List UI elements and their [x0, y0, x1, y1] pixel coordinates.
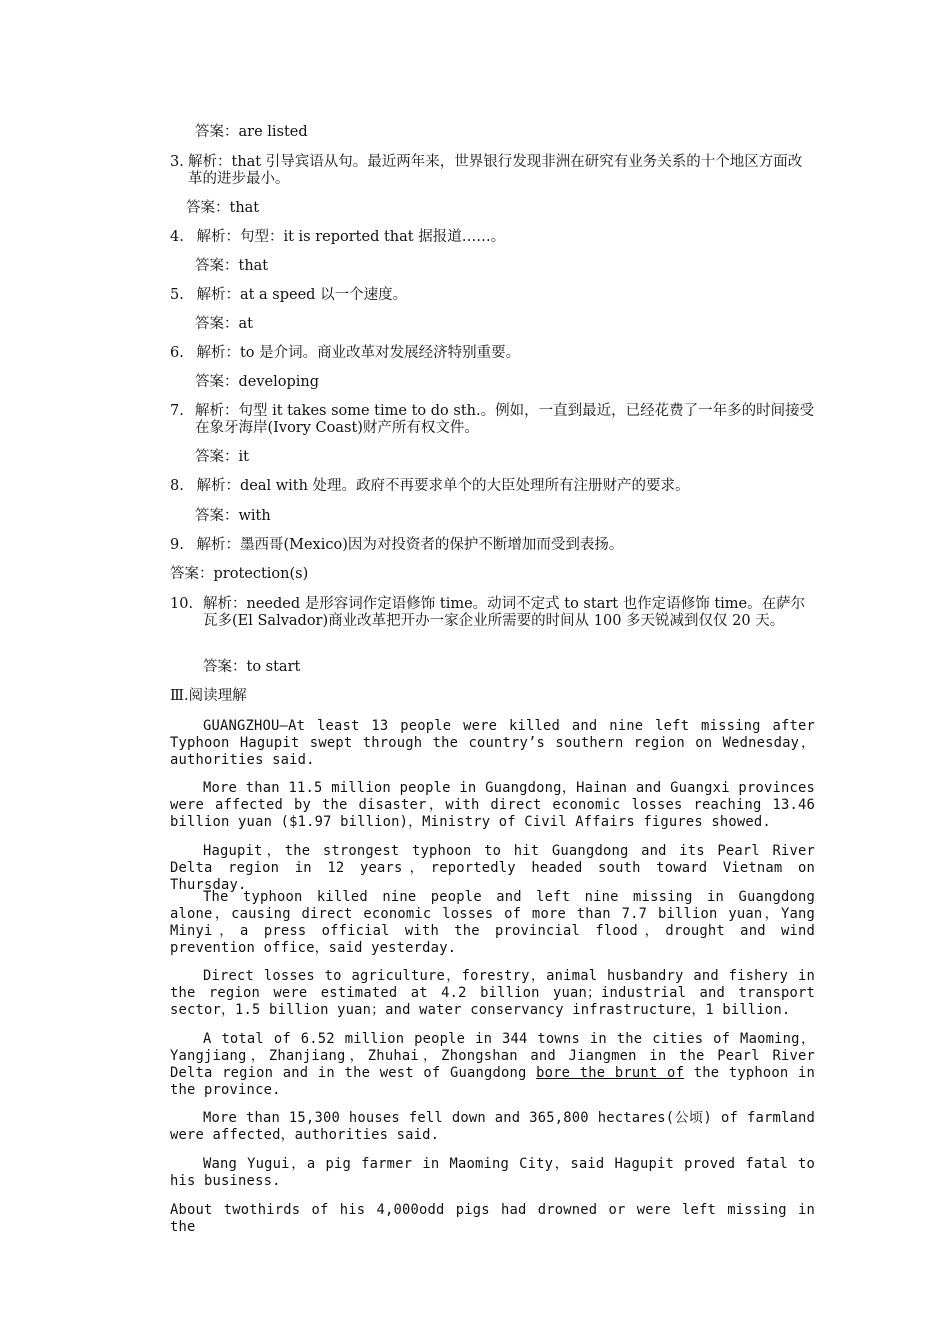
answer-text: to start — [246, 659, 301, 675]
answer-text: protection(s) — [213, 566, 309, 582]
article-paragraph-6 — [170, 1031, 815, 1099]
answer-label: 答案： — [195, 258, 239, 274]
article-paragraph-3 — [170, 843, 815, 894]
explain-label: 解析： — [188, 154, 232, 170]
explanation-item-6 — [170, 345, 520, 362]
explanation-text: that 引导宾语从句。最近两年来，世界银行发现非洲在研究有业务关系的十个地区方面改革的进步最小。 — [188, 154, 803, 187]
explanation-text: needed 是形容词作定语修饰 time。动词不定式 to start 也作定语修饰 time。在萨尔瓦多(El Salvador)商业改革把开办一家企业所需要的时间从 100 多天锐减到仅仅 20 天。 — [203, 596, 806, 629]
answer-line-3 — [186, 200, 259, 217]
article-paragraph-5 — [170, 968, 815, 1019]
explanation-item-9 — [170, 537, 623, 554]
explain-label: 解析： — [196, 537, 240, 553]
answer-text: are listed — [238, 124, 308, 140]
article-paragraph-1 — [170, 718, 815, 769]
article-paragraph-9 — [170, 1202, 815, 1236]
answer-line-6 — [195, 374, 319, 391]
answer-text: that — [229, 200, 260, 216]
answer-line-7 — [195, 449, 249, 466]
item-number: 6. — [170, 345, 184, 361]
item-number: 3. — [170, 154, 184, 170]
answer-label: 答案： — [195, 374, 239, 390]
answer-line-8 — [195, 508, 271, 525]
paragraph-text: More than 11.5 million people in Guangdong，Hainan and Guangxi provinces were affected by the disaster，with direct economic losses reaching 13.46 billion yuan ($1.97 billion)，Ministry of Civil Affairs figures showed. — [170, 780, 815, 830]
explanation-text: 墨西哥(Mexico)因为对投资者的保护不断增加而受到表扬。 — [239, 537, 624, 553]
article-paragraph-7 — [170, 1110, 815, 1144]
article-paragraph-8 — [170, 1156, 815, 1190]
answer-label: 答案： — [186, 200, 230, 216]
explanation-item-8 — [170, 478, 690, 495]
item-number: 4. — [170, 229, 184, 245]
answer-line-10 — [203, 659, 300, 676]
explain-label: 解析： — [203, 596, 247, 612]
explanation-text: deal with 处理。政府不再要求单个的大臣处理所有注册财产的要求。 — [239, 478, 690, 494]
item-number: 7. — [170, 403, 184, 419]
paragraph-text: The typhoon killed nine people and left nine missing in Guangdong alone，causing direct economic losses of more than 7.7 billion yuan，Yang Minyi，a press official with the provincial flood，drought and wind prevention office，said yesterday. — [170, 889, 815, 956]
item-number: 8. — [170, 478, 184, 494]
paragraph-text: About twothirds of his 4,000odd pigs had drowned or were left missing in the — [170, 1202, 815, 1235]
paragraph-text: Hagupit，the strongest typhoon to hit Guangdong and its Pearl River Delta region in 12 years，reportedly headed south toward Vietnam on Thursday. — [170, 843, 815, 893]
answer-text: developing — [238, 374, 320, 390]
answer-label: 答案： — [195, 449, 239, 465]
answer-line-4 — [195, 258, 268, 275]
explanation-item-5 — [170, 287, 407, 304]
explanation-item-10 — [170, 596, 815, 630]
answer-label: 答案： — [195, 124, 239, 140]
answer-line-2 — [195, 124, 308, 141]
item-number: 9. — [170, 537, 184, 553]
paragraph-text: GUANGZHOU—At least 13 people were killed and nine left missing after Typhoon Hagupit swept through the country’s southern region on Wednesday，authorities said. — [170, 718, 815, 768]
article-paragraph-4 — [170, 889, 815, 957]
explanation-text: at a speed 以一个速度。 — [239, 287, 408, 303]
explanation-item-3 — [170, 154, 815, 188]
explanation-item-7 — [170, 403, 815, 437]
explanation-text: 句型 it takes some time to do sth.。例如，一直到最近，已经花费了一年多的时间接受在象牙海岸(Ivory Coast)财产所有权文件。 — [195, 403, 815, 436]
paragraph-text-end: the typhoon in the province. — [170, 1065, 816, 1098]
answer-label: 答案： — [195, 508, 239, 524]
answer-text: with — [238, 508, 271, 524]
explain-label: 解析： — [196, 478, 240, 494]
explain-label: 解析： — [195, 403, 239, 419]
item-number: 5. — [170, 287, 184, 303]
explain-label: 解析： — [196, 287, 240, 303]
answer-text: that — [238, 258, 269, 274]
article-paragraph-2 — [170, 780, 815, 831]
paragraph-text: A total of 6.52 million people in 344 towns in the cities of Maoming，Yangjiang，Zhanjiang，Zhuhai，Zhongshan and Jiangmen in the Pearl River Delta region and in the west of Guangdong — [170, 1031, 815, 1081]
paragraph-text: Direct losses to agriculture，forestry，animal husbandry and fishery in the region were estimated at 4.2 billion yuan；industrial and transport sector，1.5 billion yuan；and water conservancy infrastructure，1 billion. — [170, 968, 815, 1018]
paragraph-text: More than 15,300 houses fell down and 365,800 hectares(公顷) of farmland were affected，authorities said. — [170, 1110, 815, 1143]
explanation-text: 句型：it is reported that 据报道……。 — [239, 229, 506, 245]
explain-label: 解析： — [196, 229, 240, 245]
item-number: 10. — [170, 596, 194, 612]
answer-line-5 — [195, 316, 253, 333]
explanation-item-4 — [170, 229, 505, 246]
answer-line-9 — [170, 566, 308, 583]
answer-label: 答案： — [203, 659, 247, 675]
explain-label: 解析： — [196, 345, 240, 361]
explanation-text: to 是介词。商业改革对发展经济特别重要。 — [239, 345, 521, 361]
paragraph-text: Wang Yugui，a pig farmer in Maoming City，said Hagupit proved fatal to his business. — [170, 1156, 815, 1189]
section-heading: Ⅲ.阅读理解 — [170, 688, 247, 704]
answer-text: it — [238, 449, 249, 465]
answer-label: 答案： — [170, 566, 214, 582]
answer-label: 答案： — [195, 316, 239, 332]
answer-text: at — [238, 316, 253, 332]
underlined-phrase: bore the brunt of — [536, 1065, 685, 1081]
